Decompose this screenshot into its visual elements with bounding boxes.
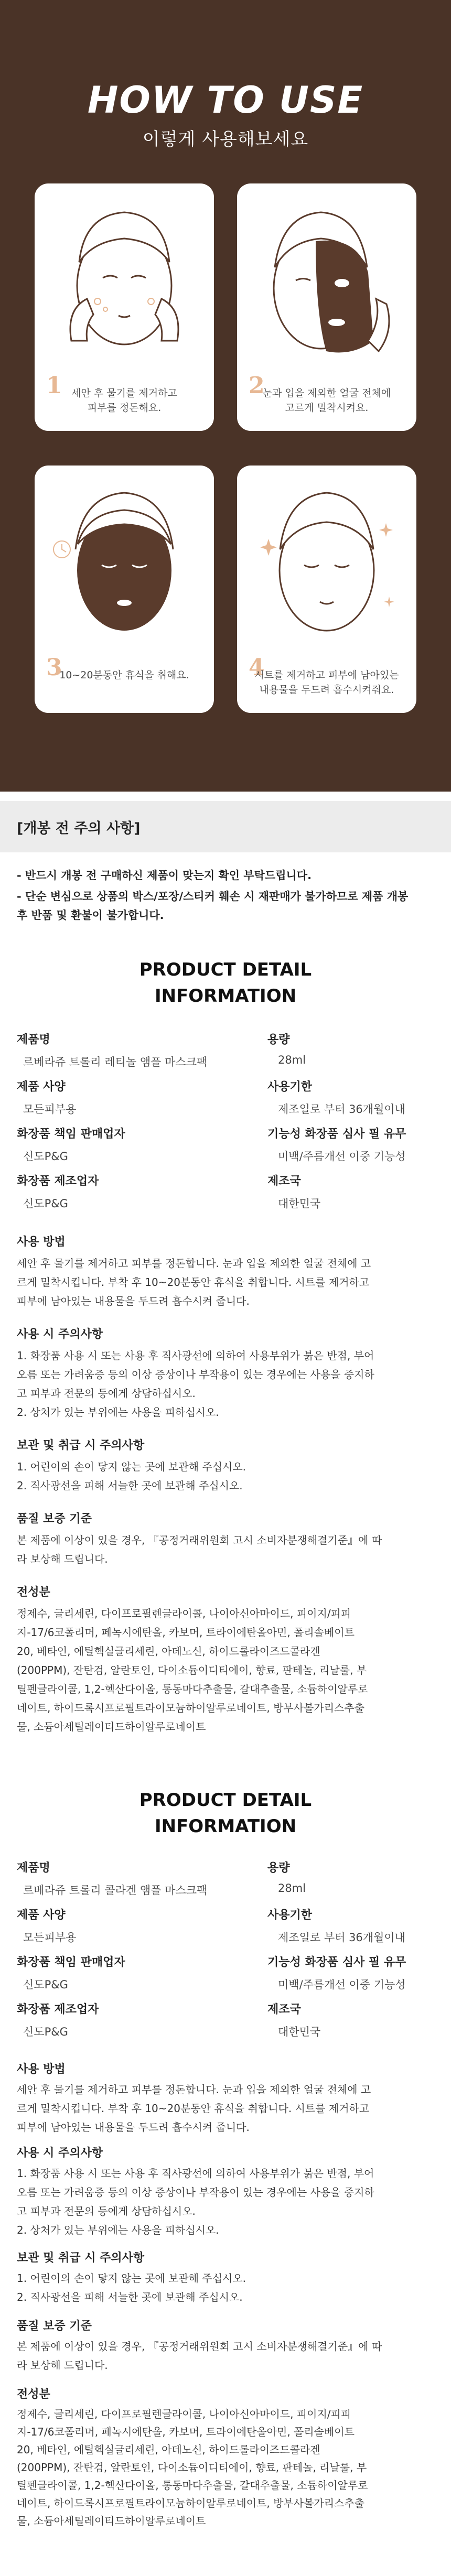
spec-label: 화장품 책임 판매업자 [17,1128,125,1141]
spec-value: 모든피부용 [23,1103,77,1116]
spec-label: 화장품 제조업자 [17,2003,99,2016]
spec-value: 28ml [278,1054,306,1066]
step-caption-text: 눈과 입을 제외한 얼굴 전체에 고르게 밀착시켜요. [262,387,391,414]
spec-value: 미백/주름개선 이중 기능성 [278,1150,406,1163]
section-line: 라 보상해 드립니다. [17,2359,108,2372]
section-title: 사용 시 주의사항 [17,1328,103,1341]
how-to-use-title: HOW TO USE [87,79,364,122]
section-line: 1. 어린이의 손이 닿지 않는 곳에 보관해 주십시오. [17,1460,246,1473]
section-line: 20, 베타인, 에틸헥실글리세린, 아데노신, 하이드롤라이즈드콜라겐 [17,1645,320,1658]
section-line: 1. 화장품 사용 시 또는 사용 후 직사광선에 의하여 사용부위가 붉은 반점, 부어 [17,2167,374,2180]
section-line: 1. 화장품 사용 시 또는 사용 후 직사광선에 의하여 사용부위가 붉은 반점, 부어 [17,1349,374,1362]
section-body [17,1457,436,1495]
section-line: 지-17/6코폴리머, 페녹시에탄올, 카보머, 트라이에탄올아민, 폴리솔베이트 [17,2426,355,2438]
spec-label: 화장품 책임 판매업자 [17,1956,125,1969]
section-title: 품질 보증 기준 [17,1512,92,1525]
section-title: 사용 방법 [17,1236,66,1249]
spec-label: 제품 사양 [17,1909,66,1922]
section-line: 20, 베타인, 에틸헥실글리세린, 아데노신, 하이드롤라이즈드콜라겐 [17,2443,320,2456]
section-line: 피부에 남아있는 내용물을 두드려 흡수시켜 줍니다. [17,1295,250,1307]
spec-value: 대한민국 [278,2026,321,2038]
section-line: 물, 소듐아세틸레이티드하이알루로네이트 [17,1720,206,1733]
step-number: 1 [46,372,62,399]
section-line: (200PPM), 잔탄검, 알란토인, 다이소듐이디티에이, 향료, 판테놀, 리날룰, 부 [17,1664,367,1676]
section-line: 오름 또는 가려움증 등의 이상 증상이나 부작용이 있는 경우에는 사용을 중지하 [17,2186,374,2199]
section-line: 고 피부과 전문의 등에게 상담하십시오. [17,2205,196,2217]
caution-line: - 반드시 개봉 전 구매하신 제품이 맞는지 확인 부탁드립니다. [17,869,312,882]
section-title: 사용 시 주의사항 [17,2147,103,2160]
section-body [17,2080,436,2137]
section-line: 틸펜글라이콜, 1,2-헥산다이올, 통동마다추출물, 갈대추출물, 소듐하이알루로 [17,2479,368,2492]
caution-title: [개봉 전 주의 사항] [17,820,141,837]
section-body [17,1346,436,1422]
spec-label: 사용기한 [267,1909,313,1922]
section-line: 고 피부과 전문의 등에게 상담하십시오. [17,1387,196,1400]
detail-title-line1: PRODUCT DETAIL [139,1790,312,1811]
face-applying-mask-illustration [237,183,416,383]
spec-value: 신도P&G [23,2026,68,2038]
step-caption-text: 시트를 제거하고 피부에 남아있는 내용물을 두드려 흡수시켜줘요. [254,669,399,696]
detail-title-line2: INFORMATION [154,986,297,1006]
spec-value: 신도P&G [23,1978,68,1991]
step-caption [45,386,203,415]
spec-label: 제조국 [267,1175,301,1188]
section-line: 세안 후 물기를 제거하고 피부를 정돈합니다. 눈과 입을 제외한 얼굴 전체에 고 [17,2083,371,2096]
section-line: 2. 직사광선을 피해 서늘한 곳에 보관해 주십시오. [17,1479,243,1492]
face-glowing-skin-illustration [237,466,416,665]
section-title: 품질 보증 기준 [17,2320,92,2333]
spec-label: 제조국 [267,2003,301,2016]
spec-value: 신도P&G [23,1197,68,1210]
section-line: 물, 소듐아세틸레이티드하이알루로네이트 [17,2515,206,2527]
step-number: 2 [249,372,265,399]
section-line: 정제수, 글리세린, 다이프로필렌글라이콜, 나이아신아마이드, 피이지/피피 [17,1607,351,1620]
spec-label: 기능성 화장품 심사 필 유무 [267,1128,406,1141]
section-line: 정제수, 글리세린, 다이프로필렌글라이콜, 나이아신아마이드, 피이지/피피 [17,2408,351,2420]
face-wearing-mask-illustration [35,466,214,665]
section-body [17,2269,436,2307]
section-line: 오름 또는 가려움증 등의 이상 증상이나 부작용이 있는 경우에는 사용을 중지하 [17,1368,374,1381]
section-body [17,2164,436,2239]
spec-value: 르베라쥬 트롤리 콜라겐 앰플 마스크팩 [23,1884,208,1897]
spec-label: 제품 사양 [17,1080,66,1094]
spec-value: 르베라쥬 트롤리 레티놀 앰플 마스크팩 [23,1056,208,1068]
step-caption [248,668,406,697]
section-line: 본 제품에 이상이 있을 경우, 『공정거래위원회 고시 소비자분쟁해결기준』에 따 [17,2340,382,2353]
section-line: (200PPM), 잔탄검, 알란토인, 다이소듐이디티에이, 향료, 판테놀, 리날룰, 부 [17,2461,367,2474]
section-line: 본 제품에 이상이 있을 경우, 『공정거래위원회 고시 소비자분쟁해결기준』에 따 [17,1534,382,1546]
caution-line: - 단순 변심으로 상품의 박스/포장/스티커 훼손 시 재판매가 불가하므로 제품 개봉 [17,890,409,903]
spec-value: 신도P&G [23,1150,68,1163]
section-title: 보관 및 취급 시 주의사항 [17,1439,145,1452]
section-line: 피부에 남아있는 내용물을 두드려 흡수시켜 줍니다. [17,2121,250,2134]
section-title: 전성분 [17,2388,50,2401]
section-body [17,1604,436,1736]
spec-value: 28ml [278,1882,306,1895]
spec-value: 대한민국 [278,1197,321,1210]
section-line: 틸펜글라이콜, 1,2-헥산다이올, 통동마다추출물, 갈대추출물, 소듐하이알루로 [17,1683,368,1695]
step-card-3 [35,466,214,713]
step-caption-text: 10~20분동안 휴식을 취해요. [59,669,189,681]
section-body [17,1531,436,1568]
detail-title-line1: PRODUCT DETAIL [139,959,312,980]
spec-label: 제품명 [17,1861,50,1875]
section-line: 2. 상처가 있는 부위에는 사용을 피하십시오. [17,1406,219,1419]
step-card-4 [237,466,416,713]
step-card-2 [237,183,416,431]
section-line: 라 보상해 드립니다. [17,1553,108,1565]
section-line: 2. 직사광선을 피해 서늘한 곳에 보관해 주십시오. [17,2291,243,2303]
section-line: 2. 상처가 있는 부위에는 사용을 피하십시오. [17,2224,219,2236]
section-title: 보관 및 취급 시 주의사항 [17,2252,145,2265]
section-line: 1. 어린이의 손이 닿지 않는 곳에 보관해 주십시오. [17,2272,246,2285]
spec-label: 제품명 [17,1033,50,1046]
spec-label: 용량 [267,1861,290,1875]
how-to-use-section [0,0,451,792]
section-body [17,2337,436,2375]
spec-label: 화장품 제조업자 [17,1175,99,1188]
step-card-1 [35,183,214,431]
how-to-use-subtitle: 이렇게 사용해보세요 [142,129,309,150]
section-line: 지-17/6코폴리머, 페녹시에탄올, 카보머, 트라이에탄올아민, 폴리솔베이트 [17,1626,355,1639]
spec-value: 제조일로 부터 36개월이내 [278,1103,405,1116]
section-body [17,1254,436,1311]
section-title: 사용 방법 [17,2063,66,2076]
step-number: 3 [46,654,62,681]
section-line: 세안 후 물기를 제거하고 피부를 정돈합니다. 눈과 입을 제외한 얼굴 전체에 고 [17,1257,371,1270]
face-washing-illustration [35,183,214,383]
spec-value: 미백/주름개선 이중 기능성 [278,1978,406,1991]
section-line: 르게 밀착시킵니다. 부착 후 10~20분동안 휴식을 취합니다. 시트를 제거하고 [17,2102,370,2115]
spec-label: 사용기한 [267,1080,313,1094]
section-line: 네이트, 하이드록시프로필트라이모늄하이알루로네이트, 방부사볼가리스추출 [17,1702,364,1714]
section-line: 르게 밀착시킵니다. 부착 후 10~20분동안 휴식을 취합니다. 시트를 제거하고 [17,1276,370,1289]
step-number: 4 [249,654,265,681]
spec-label: 기능성 화장품 심사 필 유무 [267,1956,406,1969]
caution-line: 후 반품 및 환불이 불가합니다. [17,909,164,922]
spec-value: 모든피부용 [23,1931,77,1944]
spec-label: 용량 [267,1033,290,1046]
section-line: 네이트, 하이드록시프로필트라이모늄하이알루로네이트, 방부사볼가리스추출 [17,2497,364,2509]
section-body [17,2405,436,2530]
spec-value: 제조일로 부터 36개월이내 [278,1931,405,1944]
step-caption [45,668,203,683]
detail-title-line2: INFORMATION [154,1816,297,1837]
step-caption-text: 세안 후 물기를 제거하고 피부를 정돈해요. [71,387,177,414]
step-caption [248,386,406,415]
section-title: 전성분 [17,1586,50,1599]
